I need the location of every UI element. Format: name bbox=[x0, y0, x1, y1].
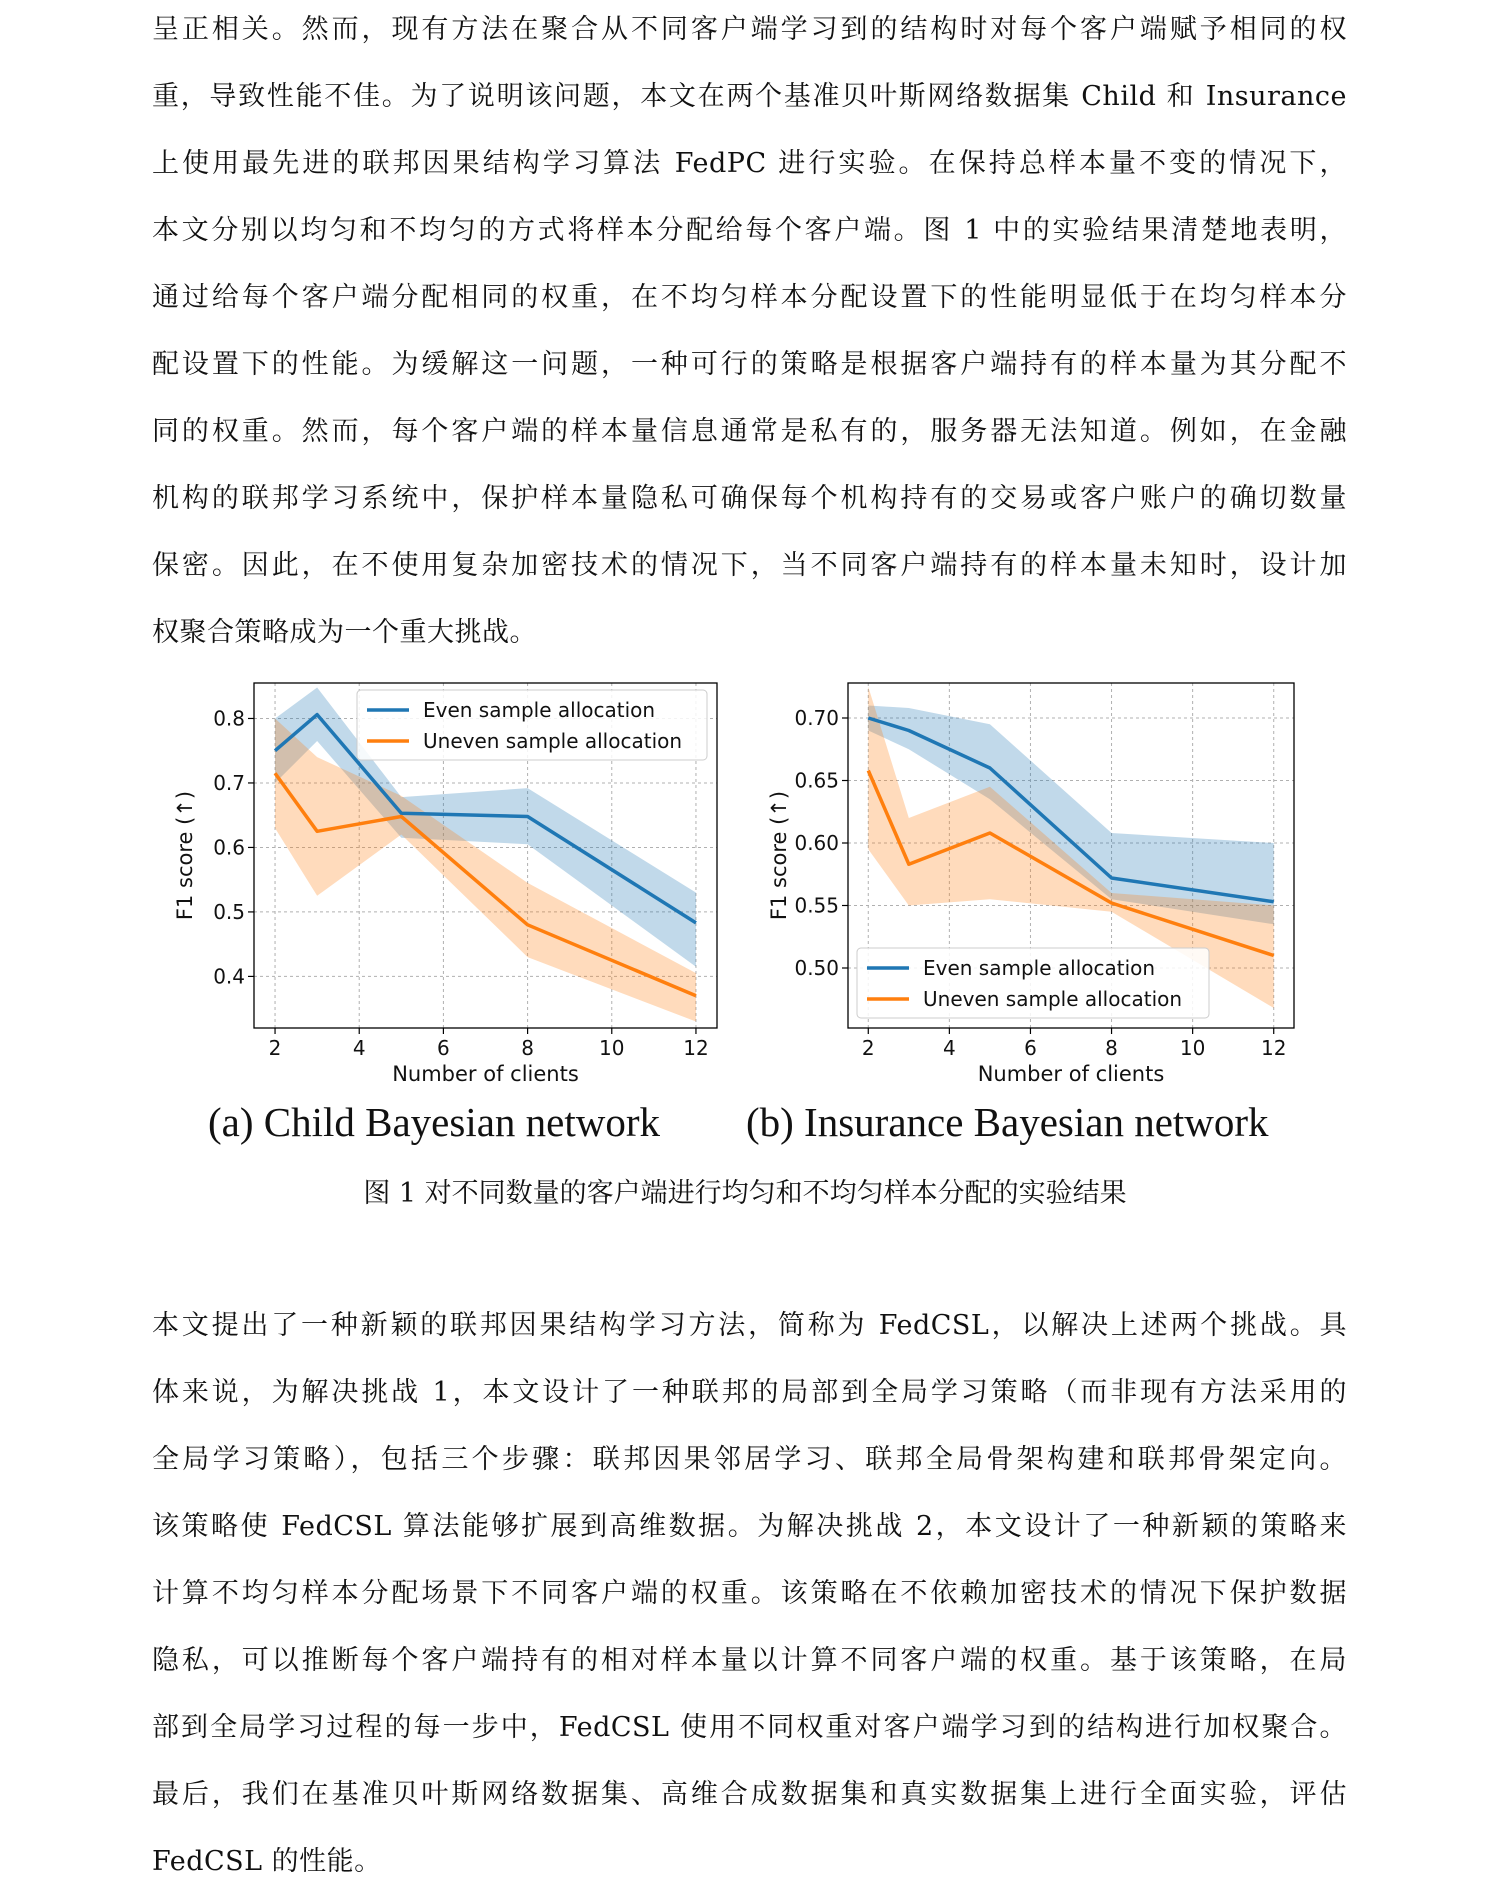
legend-label: Even sample allocation bbox=[423, 698, 656, 722]
x-tick-label: 2 bbox=[861, 1036, 875, 1060]
x-axis-label: Number of clients bbox=[977, 1062, 1165, 1086]
text-line: 全局学习策略），包括三个步骤：联邦因果邻居学习、联邦全局骨架构建和联邦骨架定向。 bbox=[152, 1444, 1347, 1475]
text-line: 机构的联邦学习系统中，保护样本量隐私可确保每个机构持有的交易或客户账户的确切数量 bbox=[152, 483, 1347, 514]
y-tick-label: 0.65 bbox=[794, 768, 839, 793]
x-tick-label: 12 bbox=[683, 1036, 709, 1060]
text-line: 该策略使 FedCSL 算法能够扩展到高维数据。为解决挑战 2，本文设计了一种新颖的策略来 bbox=[152, 1511, 1347, 1542]
text-line: 部到全局学习过程的每一步中，FedCSL 使用不同权重对客户端学习到的结构进行加权聚合。 bbox=[152, 1712, 1347, 1743]
y-axis-label: F1 score (↑) bbox=[767, 790, 791, 921]
x-tick-label: 10 bbox=[599, 1036, 625, 1060]
y-tick-label: 0.50 bbox=[794, 956, 839, 980]
figure-caption: 图 1 对不同数量的客户端进行均匀和不均匀样本分配的实验结果 bbox=[363, 1178, 1127, 1209]
y-tick-label: 0.70 bbox=[794, 706, 839, 730]
text-line: 上使用最先进的联邦因果结构学习算法 FedPC 进行实验。在保持总样本量不变的情况下， bbox=[152, 148, 1347, 179]
text-line: 保密。因此，在不使用复杂加密技术的情况下，当不同客户端持有的样本量未知时，设计加 bbox=[152, 550, 1347, 581]
subcaption-b: (b) Insurance Bayesian network bbox=[746, 1099, 1269, 1145]
y-tick-label: 0.8 bbox=[213, 706, 245, 731]
y-axis-label: F1 score (↑) bbox=[173, 790, 197, 921]
text-line: 本文提出了一种新颖的联邦因果结构学习方法，简称为 FedCSL，以解决上述两个挑战。具 bbox=[152, 1310, 1347, 1341]
text-line: FedCSL 的性能。 bbox=[152, 1846, 382, 1877]
x-tick-label: 6 bbox=[1024, 1036, 1037, 1060]
text-line: 同的权重。然而，每个客户端的样本量信息通常是私有的，服务器无法知道。例如，在金融 bbox=[152, 416, 1347, 447]
text-line: 通过给每个客户端分配相同的权重，在不均匀样本分配设置下的性能明显低于在均匀样本分 bbox=[152, 282, 1347, 313]
legend-label: Uneven sample allocation bbox=[923, 987, 1183, 1011]
x-tick-label: 4 bbox=[352, 1036, 366, 1060]
text-line: 最后，我们在基准贝叶斯网络数据集、高维合成数据集和真实数据集上进行全面实验，评估 bbox=[152, 1779, 1347, 1810]
text-line: 隐私，可以推断每个客户端持有的相对样本量以计算不同客户端的权重。基于该策略，在局 bbox=[152, 1645, 1347, 1676]
x-axis-label: Number of clients bbox=[392, 1062, 579, 1086]
x-tick-label: 8 bbox=[1105, 1036, 1118, 1060]
legend-label: Even sample allocation bbox=[923, 956, 1156, 980]
x-tick-label: 2 bbox=[268, 1036, 282, 1060]
y-tick-label: 0.7 bbox=[213, 770, 245, 795]
y-tick-label: 0.5 bbox=[213, 899, 245, 924]
y-tick-label: 0.6 bbox=[213, 835, 245, 860]
y-tick-label: 0.55 bbox=[794, 893, 839, 918]
text-line: 重，导致性能不佳。为了说明该问题，本文在两个基准贝叶斯网络数据集 Child 和 Insurance bbox=[152, 81, 1347, 112]
x-tick-label: 12 bbox=[1261, 1036, 1287, 1060]
text-line: 配设置下的性能。为缓解这一问题，一种可行的策略是根据客户端持有的样本量为其分配不 bbox=[152, 349, 1347, 380]
x-tick-label: 10 bbox=[1179, 1036, 1206, 1060]
y-tick-label: 0.60 bbox=[794, 831, 839, 855]
subcaption-a: (a) Child Bayesian network bbox=[208, 1099, 661, 1145]
y-tick-label: 0.4 bbox=[213, 964, 245, 989]
text-line: 呈正相关。然而，现有方法在聚合从不同客户端学习到的结构时对每个客户端赋予相同的权 bbox=[152, 14, 1347, 45]
x-tick-label: 4 bbox=[942, 1036, 956, 1060]
text-line: 计算不均匀样本分配场景下不同客户端的权重。该策略在不依赖加密技术的情况下保护数据 bbox=[152, 1578, 1347, 1609]
text-line: 体来说，为解决挑战 1，本文设计了一种联邦的局部到全局学习策略（而非现有方法采用的 bbox=[152, 1377, 1347, 1408]
x-tick-label: 8 bbox=[521, 1036, 534, 1060]
legend-label: Uneven sample allocation bbox=[423, 729, 683, 753]
text-line: 权聚合策略成为一个重大挑战。 bbox=[152, 617, 537, 648]
text-line: 本文分别以均匀和不均匀的方式将样本分配给每个客户端。图 1 中的实验结果清楚地表明， bbox=[152, 215, 1347, 246]
x-tick-label: 6 bbox=[437, 1036, 450, 1060]
